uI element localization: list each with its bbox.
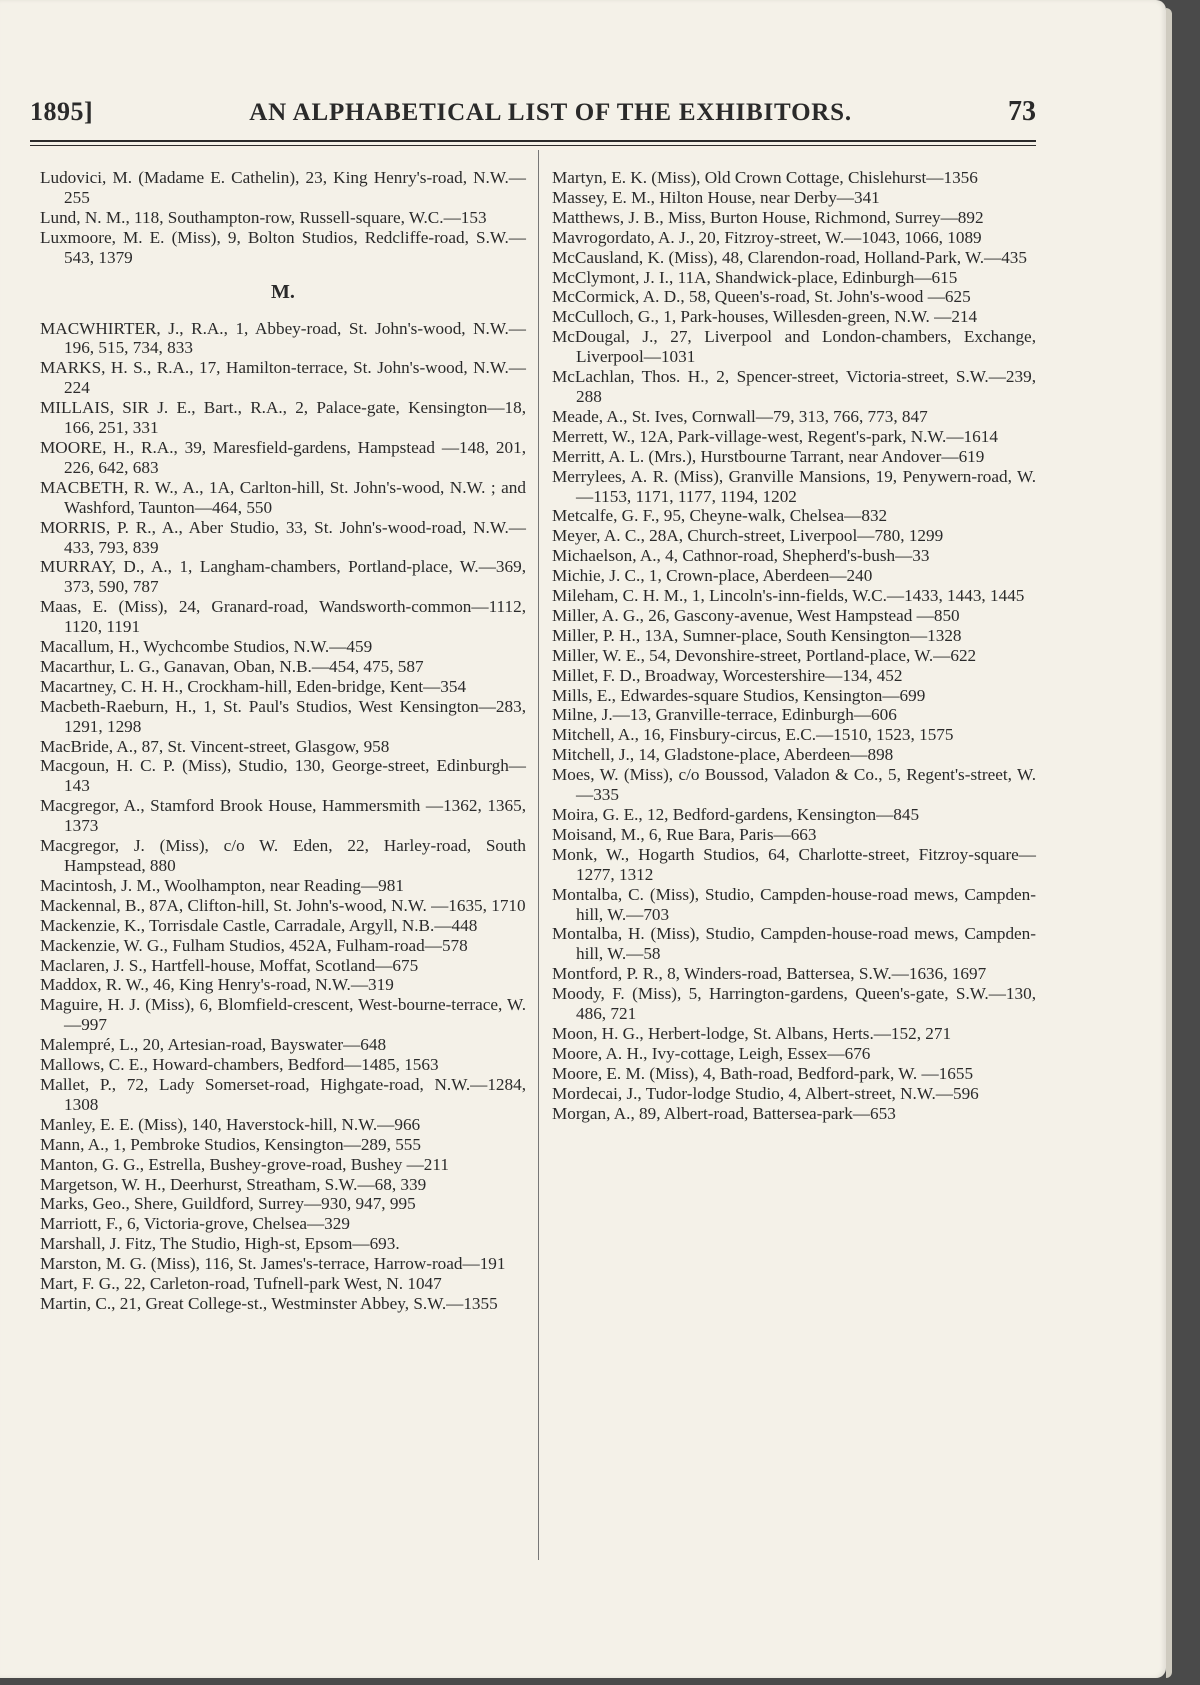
exhibitor-entry: Meyer, A. C., 28A, Church-street, Liverpool—780, 1299 (552, 526, 944, 546)
exhibitor-entry: Mart, F. G., 22, Carleton-road, Tufnell-park West, N. 1047 (40, 1274, 442, 1294)
exhibitor-entry: McClymont, J. I., 11A, Shandwick-place, Edinburgh—615 (552, 267, 958, 287)
exhibitor-entry: Ludovici, M. (Madame E. Cathelin), 23, King Henry's-road, N.W.—255 (40, 168, 526, 207)
exhibitor-entry: Manton, G. G., Estrella, Bushey-grove-road, Bushey —211 (40, 1154, 449, 1174)
exhibitor-entry: Margetson, W. H., Deerhurst, Streatham, S.W.—68, 339 (40, 1174, 427, 1194)
exhibitor-entry: MILLAIS, SIR J. E., Bart., R.A., 2, Palace-gate, Kensington—18, 166, 251, 331 (40, 398, 526, 438)
exhibitor-entry: Marks, Geo., Shere, Guildford, Surrey—930, 947, 995 (40, 1194, 416, 1214)
exhibitor-entry: Metcalfe, G. F., 95, Cheyne-walk, Chelsea—832 (552, 506, 888, 526)
exhibitor-entry: McCausland, K. (Miss), 48, Clarendon-road, Holland-Park, W.—435 (552, 247, 1027, 267)
exhibitor-entry: Martyn, E. K. (Miss), Old Crown Cottage, Chislehurst—1356 (552, 168, 978, 187)
exhibitor-entry: Montford, P. R., 8, Winders-road, Battersea, S.W.—1636, 1697 (552, 964, 987, 984)
right-column (552, 168, 1036, 1124)
exhibitor-entry: Mileham, C. H. M., 1, Lincoln's-inn-fields, W.C.—1433, 1443, 1445 (552, 586, 1025, 606)
page-edge (1166, 8, 1172, 1678)
exhibitor-entry: Maas, E. (Miss), 24, Granard-road, Wandsworth-common—1112, 1120, 1191 (40, 597, 526, 637)
exhibitor-entry: Mackennal, B., 87A, Clifton-hill, St. John's-wood, N.W. —1635, 1710 (40, 895, 526, 915)
exhibitor-entry: Luxmoore, M. E. (Miss), 9, Bolton Studios, Redcliffe-road, S.W.—543, 1379 (40, 227, 526, 267)
exhibitor-entry: Macgregor, J. (Miss), c/o W. Eden, 22, Harley-road, South Hampstead, 880 (40, 836, 526, 875)
exhibitor-entry: Martin, C., 21, Great College-st., Westminster Abbey, S.W.—1355 (40, 1293, 498, 1313)
exhibitor-entry: Merrett, W., 12A, Park-village-west, Regent's-park, N.W.—1614 (552, 426, 998, 446)
exhibitor-entry: Moira, G. E., 12, Bedford-gardens, Kensington—845 (552, 805, 920, 824)
exhibitor-entry: Macallum, H., Wychcombe Studios, N.W.—459 (40, 637, 373, 657)
exhibitor-entry: MACWHIRTER, J., R.A., 1, Abbey-road, St. John's-wood, N.W.—196, 515, 734, 833 (40, 318, 526, 358)
exhibitor-entry: Matthews, J. B., Miss, Burton House, Richmond, Surrey—892 (552, 207, 984, 227)
exhibitor-entry: Mordecai, J., Tudor-lodge Studio, 4, Albert-street, N.W.—596 (552, 1083, 979, 1103)
section-heading: M. (271, 280, 295, 303)
exhibitor-entry: Macintosh, J. M., Woolhampton, near Reading—981 (40, 875, 404, 895)
exhibitor-entry: Marston, M. G. (Miss), 116, St. James's-terrace, Harrow-road—191 (40, 1254, 506, 1274)
exhibitor-entry: Milne, J.—13, Granville-terrace, Edinburgh—606 (552, 705, 897, 725)
exhibitor-entry: Millet, F. D., Broadway, Worcestershire—134, 452 (552, 665, 903, 685)
left-column (40, 168, 526, 1314)
exhibitor-entry: Merrylees, A. R. (Miss), Granville Mansions, 19, Penywern-road, W.—1153, 1171, 1177, 1194, 1202 (552, 466, 1036, 506)
exhibitor-entry: Maddox, R. W., 46, King Henry's-road, N.W.—319 (40, 975, 394, 995)
exhibitor-entry: Michie, J. C., 1, Crown-place, Aberdeen—240 (552, 566, 873, 586)
header-title: AN ALPHABETICAL LIST OF THE EXHIBITORS. (249, 99, 852, 126)
exhibitor-entry: MACBETH, R. W., A., 1A, Carlton-hill, St. John's-wood, N.W. ; and Washford, Taunton—464, 550 (40, 477, 526, 517)
header-rule-thin (30, 145, 1036, 146)
page-number: 73 (1007, 96, 1036, 127)
exhibitor-entry: Macgoun, H. C. P. (Miss), Studio, 130, George-street, Edinburgh—143 (40, 756, 526, 796)
exhibitor-entry: Maguire, H. J. (Miss), 6, Blomfield-crescent, West-bourne-terrace, W.—997 (40, 995, 526, 1035)
exhibitor-entry: Morgan, A., 89, Albert-road, Battersea-park—653 (552, 1103, 896, 1123)
exhibitor-entry: McCulloch, G., 1, Park-houses, Willesden-green, N.W. —214 (552, 307, 978, 327)
exhibitor-entry: Michaelson, A., 4, Cathnor-road, Shepherd's-bush—33 (552, 546, 930, 566)
exhibitor-entry: Mitchell, A., 16, Finsbury-circus, E.C.—1510, 1523, 1575 (552, 725, 954, 745)
header-year: 1895] (30, 97, 94, 126)
exhibitor-entry: Moody, F. (Miss), 5, Harrington-gardens, Queen's-gate, S.W.—130, 486, 721 (552, 984, 1036, 1024)
exhibitor-entry: Macbeth-Raeburn, H., 1, St. Paul's Studios, West Kensington—283, 1291, 1298 (40, 696, 526, 736)
exhibitor-entry: Mallows, C. E., Howard-chambers, Bedford—1485, 1563 (40, 1055, 439, 1075)
exhibitor-entry: McDougal, J., 27, Liverpool and London-chambers, Exchange, Liverpool—1031 (552, 327, 1036, 367)
exhibitor-entry: Maclaren, J. S., Hartfell-house, Moffat, Scotland—675 (40, 955, 419, 975)
exhibitor-entry: Moon, H. G., Herbert-lodge, St. Albans, Herts.—152, 271 (552, 1023, 952, 1043)
exhibitor-entry: MURRAY, D., A., 1, Langham-chambers, Portland-place, W.—369, 373, 590, 787 (40, 557, 526, 597)
exhibitor-entry: Merritt, A. L. (Mrs.), Hurstbourne Tarrant, near Andover—619 (552, 446, 985, 466)
column-divider (538, 150, 539, 1560)
exhibitor-entry: MOORE, H., R.A., 39, Maresfield-gardens, Hampstead —148, 201, 226, 642, 683 (40, 437, 526, 477)
exhibitor-entry: Montalba, C. (Miss), Studio, Campden-house-road mews, Campden-hill, W.—703 (552, 884, 1036, 924)
exhibitor-entry: Moore, A. H., Ivy-cottage, Leigh, Essex—676 (552, 1043, 871, 1063)
exhibitor-entry: Mitchell, J., 14, Gladstone-place, Aberdeen—898 (552, 745, 894, 765)
exhibitor-entry: Moisand, M., 6, Rue Bara, Paris—663 (552, 824, 817, 844)
exhibitor-entry: Mallet, P., 72, Lady Somerset-road, Highgate-road, N.W.—1284, 1308 (40, 1074, 526, 1114)
exhibitor-entry: Meade, A., St. Ives, Cornwall—79, 313, 766, 773, 847 (552, 406, 928, 426)
exhibitor-entry: McCormick, A. D., 58, Queen's-road, St. John's-wood —625 (552, 287, 971, 307)
exhibitor-entry: MacBride, A., 87, St. Vincent-street, Glasgow, 958 (40, 736, 390, 756)
exhibitor-entry: Macarthur, L. G., Ganavan, Oban, N.B.—454, 475, 587 (40, 656, 424, 676)
header-rule-thick (30, 140, 1036, 142)
exhibitor-entry: Mann, A., 1, Pembroke Studios, Kensington—289, 555 (40, 1134, 421, 1154)
left-entries-after (40, 319, 526, 1314)
exhibitor-entry: Mavrogordato, A. J., 20, Fitzroy-street, W.—1043, 1066, 1089 (552, 227, 982, 247)
exhibitor-entry: Malempré, L., 20, Artesian-road, Bayswater—648 (40, 1035, 387, 1055)
exhibitor-entry: Macgregor, A., Stamford Brook House, Hammersmith —1362, 1365, 1373 (40, 796, 526, 836)
exhibitor-entry: Miller, W. E., 54, Devonshire-street, Portland-place, W.—622 (552, 645, 977, 665)
exhibitor-entry: Mackenzie, K., Torrisdale Castle, Carradale, Argyll, N.B.—448 (40, 915, 478, 935)
exhibitor-entry: Lund, N. M., 118, Southampton-row, Russell-square, W.C.—153 (40, 207, 487, 227)
exhibitor-entry: Moore, E. M. (Miss), 4, Bath-road, Bedford-park, W. —1655 (552, 1063, 974, 1083)
exhibitor-entry: Macartney, C. H. H., Crockham-hill, Eden-bridge, Kent—354 (40, 676, 467, 696)
exhibitor-entry: Marshall, J. Fitz, The Studio, High-st, Epsom—693. (40, 1234, 400, 1254)
exhibitor-entry: Marriott, F., 6, Victoria-grove, Chelsea—329 (40, 1214, 350, 1234)
exhibitor-entry: Montalba, H. (Miss), Studio, Campden-house-road mews, Campden-hill, W.—58 (552, 924, 1036, 964)
page-header (30, 96, 1036, 136)
right-entries (552, 168, 1036, 1124)
exhibitor-entry: Miller, P. H., 13A, Sumner-place, South Kensington—1328 (552, 625, 962, 645)
exhibitor-entry: Manley, E. E. (Miss), 140, Haverstock-hill, N.W.—966 (40, 1114, 421, 1134)
exhibitor-entry: MARKS, H. S., R.A., 17, Hamilton-terrace, St. John's-wood, N.W.—224 (40, 358, 526, 398)
exhibitor-entry: Mackenzie, W. G., Fulham Studios, 452A, Fulham-road—578 (40, 935, 468, 955)
left-entries-before (40, 168, 526, 268)
exhibitor-entry: MORRIS, P. R., A., Aber Studio, 33, St. John's-wood-road, N.W.—433, 793, 839 (40, 517, 526, 557)
exhibitor-entry: Moes, W. (Miss), c/o Boussod, Valadon & Co., 5, Regent's-street, W.—335 (552, 765, 1036, 805)
exhibitor-entry: McLachlan, Thos. H., 2, Spencer-street, Victoria-street, S.W.—239, 288 (552, 367, 1036, 406)
exhibitor-entry: Miller, A. G., 26, Gascony-avenue, West Hampstead —850 (552, 605, 960, 625)
exhibitor-entry: Mills, E., Edwardes-square Studios, Kensington—699 (552, 685, 926, 705)
exhibitor-entry: Massey, E. M., Hilton House, near Derby—341 (552, 187, 880, 207)
exhibitor-entry: Monk, W., Hogarth Studios, 64, Charlotte-street, Fitzroy-square—1277, 1312 (552, 844, 1036, 884)
